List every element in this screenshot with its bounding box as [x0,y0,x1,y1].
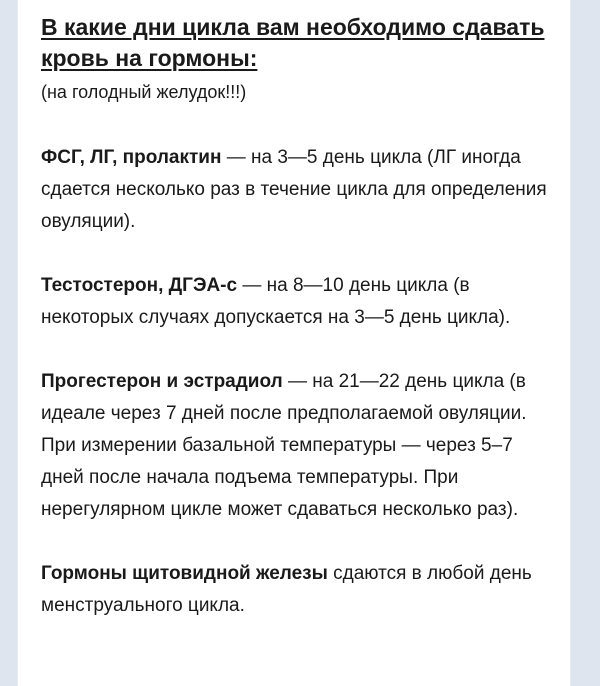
hormone-label: ФСГ, ЛГ, пролактин [41,147,222,168]
paragraph-text: — на 3—5 день цикла (ЛГ иногда сдается несколько раз в течение цикла для определения овуляции). [41,147,547,232]
paragraph-text: сдаются в любой день менструального цикла. [41,563,532,616]
paragraph-testosterone [41,270,556,334]
hormone-label: Тестостерон, ДГЭА-с [41,275,238,296]
paragraph-thyroid [41,558,556,622]
hormone-label: Гормоны щитовидной железы [41,563,328,584]
paragraph-fsh-lh-prolactin [41,142,556,238]
hormone-label: Прогестерон и эстрадиол [41,371,283,392]
article-card [17,0,571,686]
paragraph-progesterone-estradiol [41,366,556,526]
paragraph-text: — на 21—22 день цикла (в идеале через 7 дней после предполагаемой овуляции. При измерении базальной температуры — через 5–7 дней после начала подъема температуры. При нерегулярном цикле может сдаваться несколько раз). [41,371,527,520]
page-subtitle: (на голодный желудок!!!) [41,82,247,102]
paragraph-text: — на 8—10 день цикла (в некоторых случаях допускается на 3—5 день цикла). [41,275,511,328]
page-title: В какие дни цикла вам необходимо сдавать кровь на гормоны: [41,14,545,71]
